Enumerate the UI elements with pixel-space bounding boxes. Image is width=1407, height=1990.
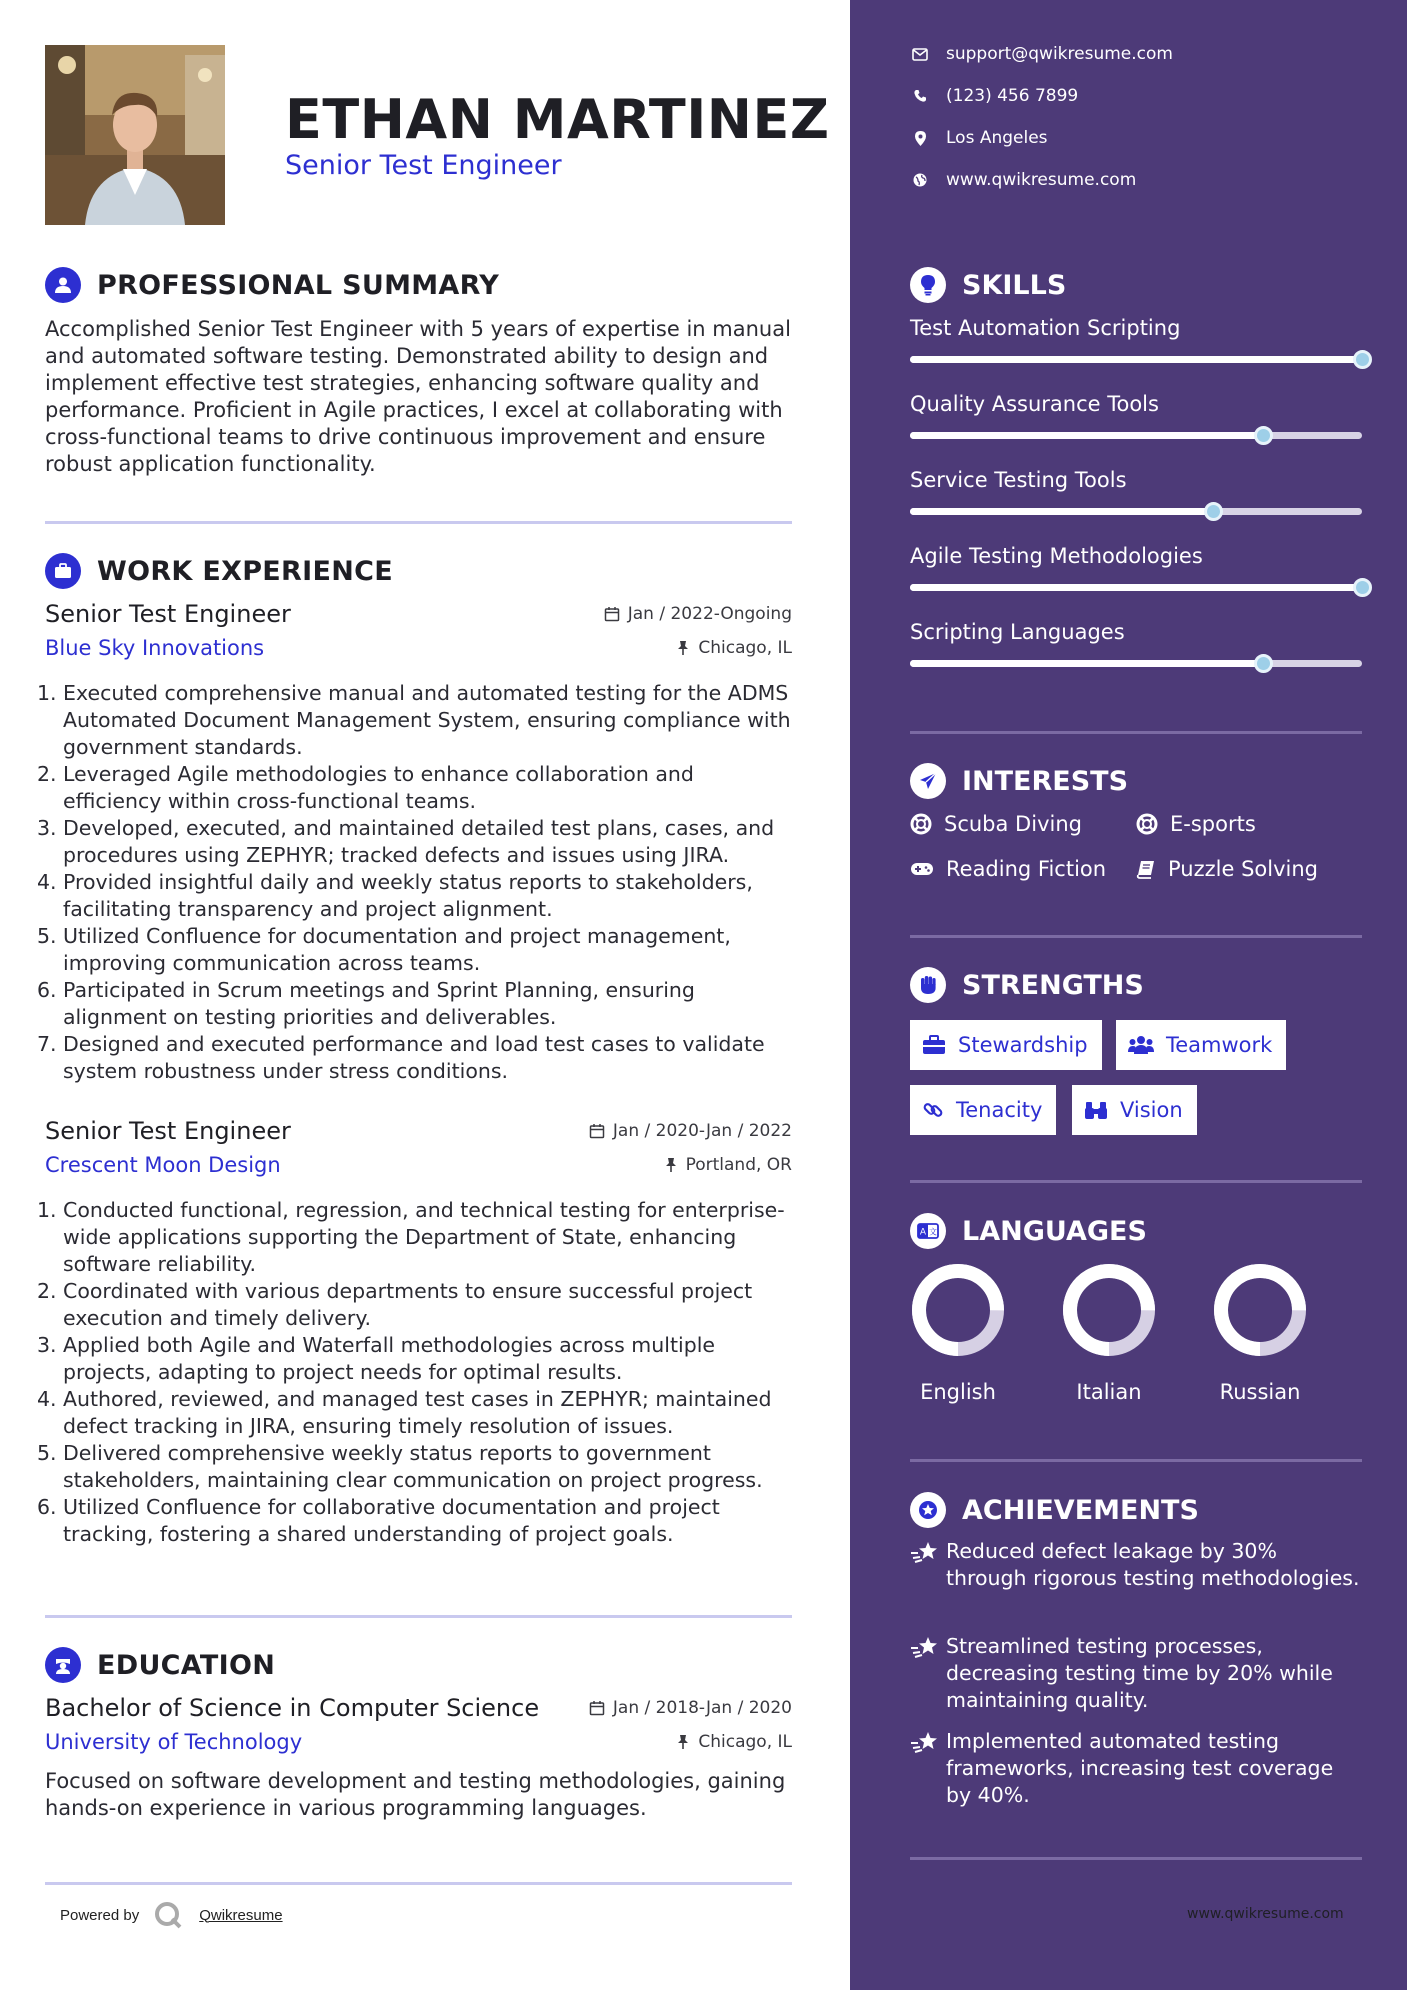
candidate-name: ETHAN MARTINEZ: [285, 88, 830, 151]
language-name: Russian: [1219, 1380, 1301, 1404]
language-name: Italian: [1076, 1380, 1142, 1404]
job-dates-text: Jan / 2020-Jan / 2022: [612, 1121, 792, 1141]
skill-name: Quality Assurance Tools: [910, 392, 1159, 416]
strength-tag: [1116, 1020, 1286, 1070]
language-item: [1049, 1262, 1169, 1404]
section-divider: [45, 1615, 792, 1618]
achievement-item: [910, 1538, 1362, 1592]
education-dates-text: Jan / 2018-Jan / 2020: [612, 1698, 792, 1718]
qwikresume-link[interactable]: Qwikresume: [199, 1906, 283, 1924]
job-location: [676, 638, 792, 658]
star-badge-icon: [910, 1492, 946, 1528]
achievement-text: Streamlined testing processes, decreasing testing time by 20% while maintaining quality.: [946, 1634, 1333, 1712]
languages-title: LANGUAGES: [962, 1215, 1147, 1247]
skill-item: [910, 392, 1362, 439]
strength-tag: [910, 1085, 1056, 1135]
strength-label: Teamwork: [1166, 1033, 1273, 1057]
globe-icon: [913, 173, 927, 187]
calendar-icon: [604, 606, 620, 622]
summary-title: PROFESSIONAL SUMMARY: [97, 269, 500, 301]
achievement-text: Implemented automated testing frameworks, increasing test coverage by 40%.: [946, 1729, 1334, 1807]
sidebar: [850, 0, 1407, 1990]
strength-label: Stewardship: [958, 1033, 1088, 1057]
language-item: [1200, 1262, 1320, 1404]
contact-location: [910, 128, 1048, 148]
list-item: 6. Utilized Confluence for collaborative documentation and project tracking, fostering a shared understanding of project goals.: [37, 1495, 720, 1546]
education-dates: [589, 1698, 792, 1718]
skill-level-bar: [910, 660, 1362, 667]
strengths-title: STRENGTHS: [962, 969, 1144, 1001]
interest-label: Scuba Diving: [944, 812, 1082, 836]
interest-label: Puzzle Solving: [1168, 857, 1318, 881]
paper-plane-icon: [910, 763, 946, 799]
list-item: 4. Provided insightful daily and weekly status reports to stakeholders, facilitating transparency and project alignment.: [37, 870, 753, 921]
map-marker-icon: [915, 131, 926, 146]
list-item: 7. Designed and executed performance and load test cases to validate system robustness under stress conditions.: [37, 1032, 765, 1083]
skill-level-bar: [910, 584, 1362, 591]
list-item: 3. Applied both Agile and Waterfall methodologies across multiple projects, adapting to project needs for optimal results.: [37, 1333, 716, 1384]
job-title: Senior Test Engineer: [45, 600, 291, 628]
envelope-icon: [912, 48, 928, 61]
experience-title: WORK EXPERIENCE: [97, 555, 393, 587]
qwikresume-logo-icon: [153, 1900, 183, 1930]
book-icon: [1136, 859, 1156, 879]
job-bullets: [37, 1197, 795, 1548]
skill-level-fill: [910, 660, 1263, 667]
skill-level-bar: [910, 356, 1362, 363]
job-dates: [589, 1121, 792, 1141]
calendar-icon: [589, 1123, 605, 1139]
achievement-item: [910, 1728, 1362, 1809]
skill-name: Scripting Languages: [910, 620, 1125, 644]
interest-item: [910, 857, 1106, 881]
contact-phone[interactable]: [910, 86, 1078, 106]
achievements-heading: [910, 1492, 1199, 1528]
briefcase-icon: [922, 1035, 946, 1055]
powered-by-label: Powered by: [60, 1906, 140, 1924]
section-divider: [910, 731, 1362, 734]
job-entry: [45, 600, 792, 660]
svg-text:A: A: [919, 1227, 927, 1238]
svg-text:文: 文: [929, 1227, 937, 1237]
interests-title: INTERESTS: [962, 765, 1129, 797]
job-company: Crescent Moon Design: [45, 1153, 281, 1177]
list-item: 1. Executed comprehensive manual and automated testing for the ADMS Automated Document Management System, ensuring compliance with government standards.: [37, 681, 791, 759]
language-name: English: [920, 1380, 996, 1404]
skill-item: [910, 620, 1362, 667]
phone-text: (123) 456 7899: [946, 86, 1079, 106]
language-item: [898, 1262, 1018, 1404]
strengths-heading: [910, 967, 1144, 1003]
skill-item: [910, 316, 1362, 363]
skill-level-knob: [1353, 578, 1372, 597]
skill-item: [910, 544, 1362, 591]
section-divider: [910, 935, 1362, 938]
section-divider: [910, 1180, 1362, 1183]
job-entry: [45, 1117, 792, 1177]
shooting-star-icon: [910, 1730, 940, 1756]
education-location: [676, 1732, 792, 1752]
binoculars-icon: [1084, 1100, 1108, 1120]
list-item: 4. Authored, reviewed, and managed test cases in ZEPHYR; maintained defect tracking in JIRA, ensuring timely resolution of issues.: [37, 1387, 772, 1438]
interest-item: [1136, 812, 1256, 836]
skills-heading: [910, 267, 1066, 303]
lightbulb-icon: [910, 267, 946, 303]
education-location-text: Chicago, IL: [698, 1732, 792, 1752]
link-icon: [922, 1099, 944, 1121]
skill-level-knob: [1254, 654, 1273, 673]
list-item: 5. Delivered comprehensive weekly status reports to government stakeholders, maintaining clear communication on project progress.: [37, 1441, 763, 1492]
profile-photo: [45, 45, 225, 225]
contact-website[interactable]: [910, 170, 1136, 190]
list-item: 3. Developed, executed, and maintained detailed test plans, cases, and procedures using ZEPHYR; tracked defects and issues using JIRA.: [37, 816, 775, 867]
section-divider: [45, 1882, 792, 1885]
language-level-ring: [1061, 1262, 1157, 1358]
graduate-icon: [45, 1647, 81, 1683]
achievement-item: [910, 1633, 1362, 1714]
skill-name: Test Automation Scripting: [910, 316, 1181, 340]
interest-label: Reading Fiction: [946, 857, 1107, 881]
job-location-text: Chicago, IL: [698, 638, 792, 658]
list-item: 2. Leveraged Agile methodologies to enhance collaboration and efficiency within cross-functional teams.: [37, 762, 694, 813]
life-ring-icon: [910, 813, 932, 835]
interest-item: [1136, 857, 1318, 881]
skill-name: Service Testing Tools: [910, 468, 1127, 492]
language-icon: [910, 1213, 946, 1249]
list-item: 2. Coordinated with various departments to ensure successful project execution and timely delivery.: [37, 1279, 753, 1330]
skill-name: Agile Testing Methodologies: [910, 544, 1203, 568]
phone-icon: [913, 89, 927, 103]
interests-heading: [910, 763, 1128, 799]
skill-level-fill: [910, 432, 1263, 439]
strength-tag: [910, 1020, 1102, 1070]
pin-icon: [676, 1734, 690, 1750]
achievements-title: ACHIEVEMENTS: [962, 1494, 1199, 1526]
experience-heading: [45, 553, 393, 589]
skill-level-bar: [910, 508, 1362, 515]
job-dates-text: Jan / 2022-Ongoing: [627, 604, 792, 624]
job-dates: [604, 604, 792, 624]
skill-level-knob: [1353, 350, 1372, 369]
pin-icon: [676, 640, 690, 656]
user-icon: [45, 267, 81, 303]
education-text: Focused on software development and testing methodologies, gaining hands-on experience in various programming languages.: [45, 1769, 786, 1820]
candidate-title: Senior Test Engineer: [285, 150, 562, 181]
skill-level-fill: [910, 508, 1213, 515]
strength-tag: [1072, 1085, 1197, 1135]
list-item: 1. Conducted functional, regression, and technical testing for enterprise-wide applications supporting the Department of State, enhancing software reliability.: [37, 1198, 785, 1276]
language-level-ring: [1212, 1262, 1308, 1358]
skill-level-fill: [910, 584, 1362, 591]
section-divider: [45, 521, 792, 524]
education-entry: [45, 1694, 792, 1754]
location-text: Los Angeles: [946, 128, 1048, 148]
strength-label: Tenacity: [956, 1098, 1043, 1122]
achievement-text: Reduced defect leakage by 30% through rigorous testing methodologies.: [946, 1539, 1360, 1590]
list-item: 6. Participated in Scrum meetings and Sprint Planning, ensuring alignment on testing priorities and deliverables.: [37, 978, 695, 1029]
summary-text: Accomplished Senior Test Engineer with 5 years of expertise in manual and automated software testing. Demonstrated ability to design and implement effective test strategies, enhancing software quality and performance. Proficient in Agile practices, I excel at collaborating with cross-functional teams to drive continuous improvement and ensure robust application functionality.: [45, 317, 791, 476]
gamepad-icon: [910, 861, 934, 877]
shooting-star-icon: [910, 1635, 940, 1661]
summary-heading: [45, 267, 499, 303]
section-divider: [910, 1857, 1362, 1860]
job-location-text: Portland, OR: [685, 1155, 792, 1175]
job-title: Senior Test Engineer: [45, 1117, 291, 1145]
briefcase-icon: [45, 553, 81, 589]
strength-label: Vision: [1120, 1098, 1183, 1122]
skill-level-knob: [1204, 502, 1223, 521]
footer-website[interactable]: www.qwikresume.com: [1187, 1906, 1344, 1922]
job-location: [664, 1155, 792, 1175]
shooting-star-icon: [910, 1540, 940, 1566]
website-text: www.qwikresume.com: [946, 170, 1137, 190]
skills-title: SKILLS: [962, 269, 1067, 301]
skill-level-bar: [910, 432, 1362, 439]
languages-heading: [910, 1213, 1147, 1249]
interest-label: E-sports: [1170, 812, 1256, 836]
job-company: Blue Sky Innovations: [45, 636, 265, 660]
school-name: University of Technology: [45, 1730, 303, 1754]
section-divider: [910, 1459, 1362, 1462]
language-level-ring: [910, 1262, 1006, 1358]
skill-level-knob: [1254, 426, 1273, 445]
contact-email[interactable]: [910, 44, 1173, 64]
powered-by: [60, 1900, 283, 1930]
degree-title: Bachelor of Science in Computer Science: [45, 1694, 540, 1722]
education-title: EDUCATION: [97, 1649, 276, 1681]
fist-icon: [910, 967, 946, 1003]
users-icon: [1128, 1035, 1154, 1055]
pin-icon: [664, 1157, 678, 1173]
calendar-icon: [589, 1700, 605, 1716]
skill-level-fill: [910, 356, 1362, 363]
email-text: support@qwikresume.com: [946, 44, 1173, 64]
list-item: 5. Utilized Confluence for documentation and project management, improving communication across teams.: [37, 924, 731, 975]
interest-item: [910, 812, 1082, 836]
education-heading: [45, 1647, 275, 1683]
skill-item: [910, 468, 1362, 515]
job-bullets: [37, 680, 795, 1085]
life-ring-icon: [1136, 813, 1158, 835]
